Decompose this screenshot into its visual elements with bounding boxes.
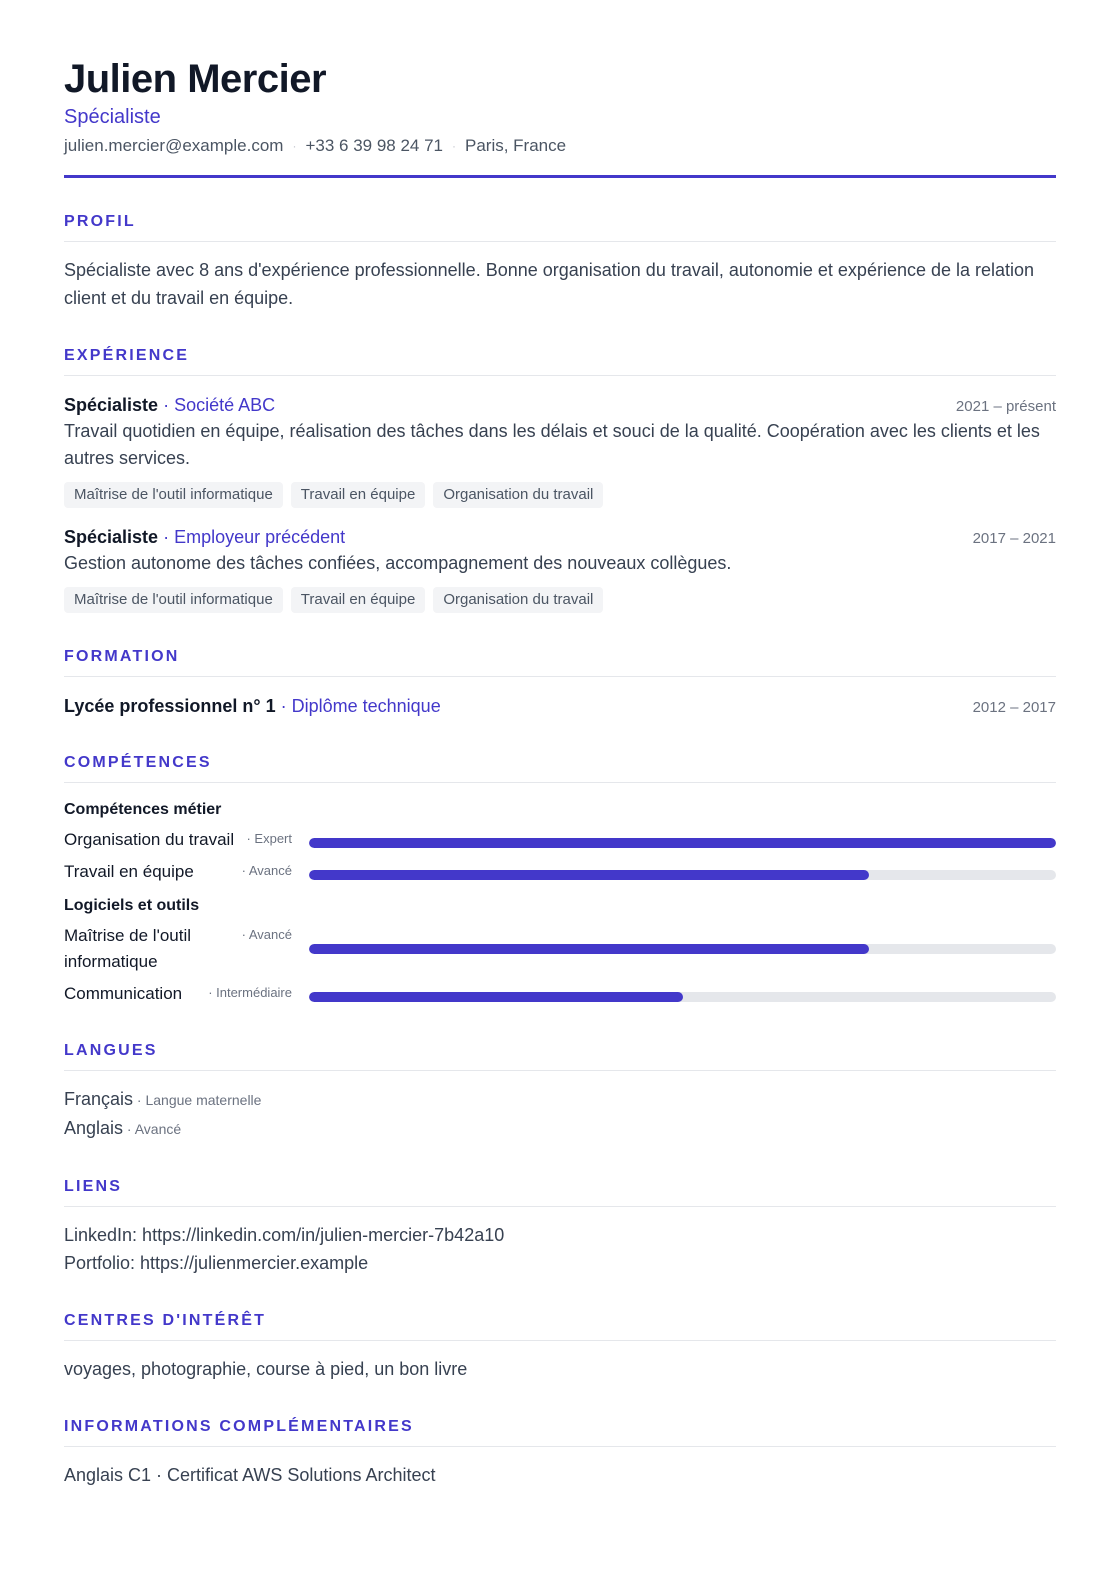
entry-description: Gestion autonome des tâches confiées, accompagnement des nouveaux collègues. xyxy=(64,553,732,573)
interests-text: voyages, photographie, course à pied, un bon livre xyxy=(64,1359,468,1379)
tag-list xyxy=(64,587,1056,613)
skill-row xyxy=(64,923,1056,975)
skill-tag: Maîtrise de l'outil informatique xyxy=(64,482,283,508)
email: julien.mercier@example.com xyxy=(64,136,284,155)
skill-name: Maîtrise de l'outil informatique xyxy=(64,926,192,971)
skill-level-bar xyxy=(309,870,1056,880)
experience-section xyxy=(64,346,1056,613)
company-name: Employeur précédent xyxy=(174,527,346,547)
entry-dates: 2021 – présent xyxy=(955,398,1056,415)
education-entry xyxy=(64,693,1056,719)
skill-name: Organisation du travail xyxy=(64,830,235,849)
section-title-interests: CENTRES D'INTÉRÊT xyxy=(64,1311,1056,1341)
language-name: Anglais xyxy=(64,1118,124,1138)
link-item[interactable]: LinkedIn: https://linkedin.com/in/julien-mercier-7b42a10 xyxy=(64,1225,505,1245)
languages-list xyxy=(64,1085,1056,1143)
degree-name: Diplôme technique xyxy=(291,696,441,716)
entry-header xyxy=(64,392,1056,418)
experience-entry xyxy=(64,392,1056,508)
skill-tag: Maîtrise de l'outil informatique xyxy=(64,587,283,613)
skill-level: · Avancé xyxy=(241,863,292,878)
additional-text: Anglais C1 · Certificat AWS Solutions Architect xyxy=(64,1465,436,1485)
profile-text: Spécialiste avec 8 ans d'expérience professionnelle. Bonne organisation du travail, autonomie et expérience de la relation client et du travail en équipe. xyxy=(64,260,1035,308)
skill-level: · Expert xyxy=(246,831,292,846)
language-item xyxy=(64,1085,1056,1114)
resume-header xyxy=(64,56,1056,178)
skill-level-bar xyxy=(309,838,1056,848)
skill-label xyxy=(64,827,309,853)
skill-level-bar xyxy=(309,944,1056,954)
skill-row xyxy=(64,981,1056,1007)
languages-section xyxy=(64,1041,1056,1143)
contact-line xyxy=(64,134,1056,158)
language-level: · Avancé xyxy=(123,1121,182,1137)
skills-section xyxy=(64,753,1056,1007)
location: Paris, France xyxy=(465,136,567,155)
entry-dates: 2012 – 2017 xyxy=(972,699,1056,716)
header-divider xyxy=(64,175,1056,178)
separator: · xyxy=(158,395,175,415)
skill-level-fill xyxy=(309,992,683,1002)
entry-dates: 2017 – 2021 xyxy=(972,530,1056,547)
entry-description: Travail quotidien en équipe, réalisation des tâches dans les délais et souci de la qualité. Coopération avec les clients et les autres services. xyxy=(64,421,1040,468)
skill-name: Travail en équipe xyxy=(64,862,194,881)
skills-list xyxy=(64,799,1056,1007)
company-name: Société ABC xyxy=(174,395,276,415)
language-name: Français xyxy=(64,1089,134,1109)
job-role: Spécialiste xyxy=(64,527,159,547)
skill-label xyxy=(64,923,309,975)
skill-row xyxy=(64,827,1056,853)
experience-list xyxy=(64,392,1056,613)
headline: Spécialiste xyxy=(64,106,161,128)
section-title-skills: COMPÉTENCES xyxy=(64,753,1056,783)
skill-group-title: Compétences métier xyxy=(64,801,222,818)
tag-list xyxy=(64,482,1056,508)
skill-label xyxy=(64,859,309,885)
section-title-profile: PROFIL xyxy=(64,212,1056,242)
entry-title xyxy=(64,524,345,550)
link-item[interactable]: Portfolio: https://julienmercier.example xyxy=(64,1253,369,1273)
skill-level: · Avancé xyxy=(241,927,292,942)
additional-section xyxy=(64,1417,1056,1489)
language-level: · Langue maternelle xyxy=(133,1092,262,1108)
skill-level-bar xyxy=(309,992,1056,1002)
job-role: Spécialiste xyxy=(64,395,159,415)
skill-level: · Intermédiaire xyxy=(208,985,292,1000)
separator-dot: · xyxy=(452,139,456,153)
section-title-links: LIENS xyxy=(64,1177,1056,1207)
skill-level-fill xyxy=(309,838,1056,848)
skill-level-fill xyxy=(309,870,869,880)
skill-name: Communication xyxy=(64,984,183,1003)
skill-tag: Organisation du travail xyxy=(433,482,603,508)
section-title-experience: EXPÉRIENCE xyxy=(64,346,1056,376)
links-section xyxy=(64,1177,1056,1277)
skill-row xyxy=(64,859,1056,885)
skill-tag: Travail en équipe xyxy=(291,482,426,508)
person-name: Julien Mercier xyxy=(64,57,327,101)
experience-entry xyxy=(64,524,1056,613)
phone: +33 6 39 98 24 71 xyxy=(305,136,443,155)
entry-title xyxy=(64,392,275,418)
skill-tag: Organisation du travail xyxy=(433,587,603,613)
skill-label xyxy=(64,981,309,1007)
profile-section xyxy=(64,212,1056,312)
separator: · xyxy=(158,527,175,547)
interests-section xyxy=(64,1311,1056,1383)
school-name: Lycée professionnel n° 1 xyxy=(64,696,276,716)
separator-dot: · xyxy=(292,139,297,153)
skill-tag: Travail en équipe xyxy=(291,587,426,613)
education-section xyxy=(64,647,1056,719)
education-list xyxy=(64,693,1056,719)
section-title-languages: LANGUES xyxy=(64,1041,1056,1071)
skill-group-title: Logiciels et outils xyxy=(64,897,200,914)
separator: · xyxy=(275,696,292,716)
entry-title xyxy=(64,693,441,719)
entry-header xyxy=(64,524,1056,550)
language-item xyxy=(64,1114,1056,1143)
section-title-education: FORMATION xyxy=(64,647,1056,677)
section-title-additional: INFORMATIONS COMPLÉMENTAIRES xyxy=(64,1417,1056,1447)
skill-level-fill xyxy=(309,944,869,954)
entry-header xyxy=(64,693,1056,719)
links-list xyxy=(64,1221,1056,1277)
